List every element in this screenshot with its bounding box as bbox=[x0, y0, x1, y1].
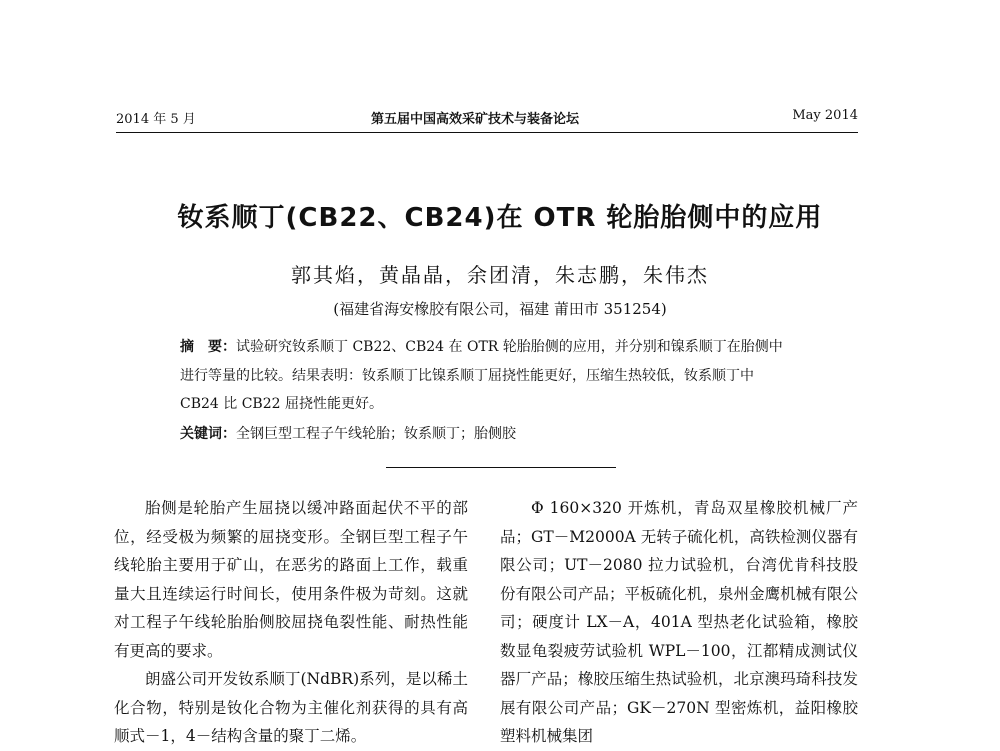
paper-title: 钕系顺丁(CB22、CB24)在 OTR 轮胎胎侧中的应用 bbox=[177, 203, 823, 233]
header-date: 2014 年 5 月 bbox=[116, 112, 196, 127]
section-separator bbox=[386, 467, 616, 468]
abstract-text: 试验研究钕系顺丁 CB22、CB24 在 OTR 轮胎胎侧的应用，并分别和镍系顺丁在胎侧中进行等量的比较。结果表明：钕系顺丁比镍系顺丁屈挠性能更好，压缩生热较低，钕系顺丁中 CB24 比 CB22 屈挠性能更好。 bbox=[180, 339, 783, 412]
author-list: 郭其焰，黄晶晶，余团清，朱志鹏，朱伟杰 bbox=[291, 263, 709, 287]
keywords-text: 全钢巨型工程子午线轮胎；钕系顺丁；胎侧胶 bbox=[236, 426, 516, 442]
header-rule bbox=[116, 132, 858, 133]
body-paragraph: 朗盛公司开发钕系顺丁(NdBR)系列，是以稀土化合物，特别是钕化合物为主催化剂获得的具有高顺式－1，4－结构含量的聚丁二烯。 bbox=[114, 670, 468, 745]
keywords-label: 关键词： bbox=[180, 426, 236, 442]
body-left-column bbox=[114, 494, 468, 751]
running-header bbox=[116, 108, 858, 128]
header-date-english: May 2014 bbox=[792, 108, 858, 123]
header-conference: 第五届中国高效采矿技术与装备论坛 bbox=[371, 112, 580, 127]
body-paragraph: 胎侧是轮胎产生屈挠以缓冲路面起伏不平的部位，经受极为频繁的屈挠变形。全钢巨型工程子午线轮胎主要用于矿山，在恶劣的路面上工作，载重量大且连续运行时间长，使用条件极为苛刻。这就对工程子午线轮胎胎侧胶屈挠龟裂性能、耐热性能有更高的要求。 bbox=[114, 499, 468, 660]
keywords bbox=[180, 420, 792, 448]
abstract-label: 摘 要： bbox=[180, 339, 236, 355]
abstract bbox=[180, 333, 792, 419]
body-paragraph: Φ 160×320 开炼机，青岛双星橡胶机械厂产品；GT－M2000A 无转子硫化机，高铁检测仪器有限公司；UT－2080 拉力试验机，台湾优肯科技股份有限公司产品；平板硫化机，泉州金鹰机械有限公司；硬度计 LX－A，401A 型热老化试验箱，橡胶数显龟裂疲劳试验机 WPL－100，江都精成测试仪器厂产品；橡胶压缩生热试验机，北京澳玛琦科技发展有限公司产品；GK－270N 型密炼机，益阳橡胶塑料机械集团 bbox=[500, 499, 858, 745]
body-right-column bbox=[500, 494, 858, 751]
affiliation: (福建省海安橡胶有限公司，福建 莆田市 351254) bbox=[333, 300, 667, 318]
